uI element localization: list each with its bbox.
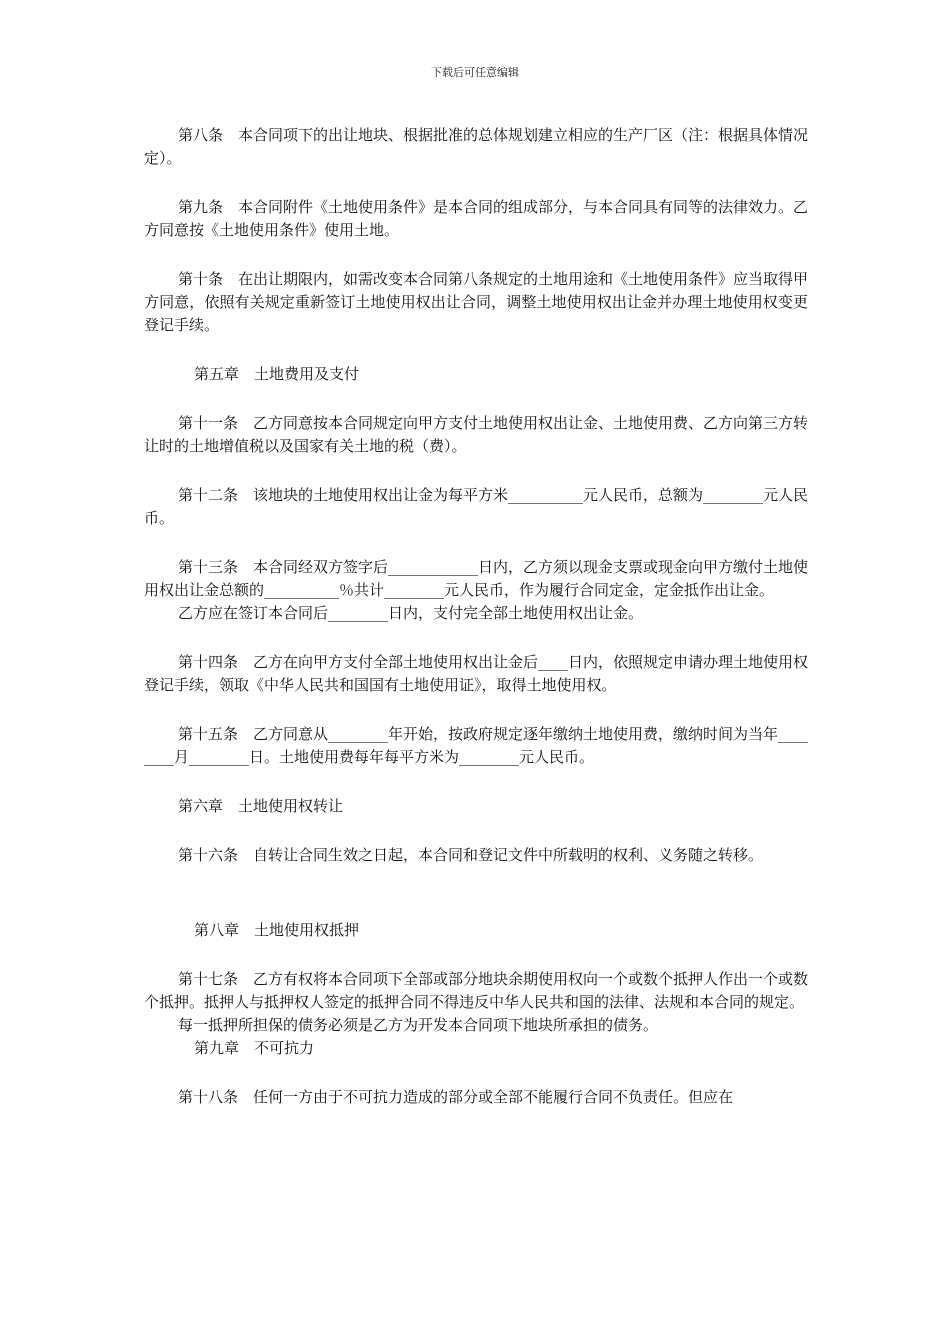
article-13-continuation: 乙方应在签订本合同后________日内，支付完全部土地使用权出让金。 xyxy=(178,604,644,622)
document-body xyxy=(144,124,808,1109)
article-8: 第八条 本合同项下的出让地块、根据批准的总体规划建立相应的生产厂区（注：根据具体情况定）。 xyxy=(144,126,809,167)
article-16: 第十六条 自转让合同生效之日起，本合同和登记文件中所载明的权利、义务随之转移。 xyxy=(178,846,764,864)
chapter-9-heading: 第九章 不可抗力 xyxy=(194,1039,315,1057)
article-12: 第十二条 该地块的土地使用权出让金为每平方米__________元人民币，总额为________元人民币。 xyxy=(144,486,809,527)
chapter-8-heading: 第八章 土地使用权抵押 xyxy=(194,921,360,939)
article-11: 第十一条 乙方同意按本合同规定向甲方支付土地使用权出让金、土地使用费、乙方向第三方转让时的土地增值税以及国家有关土地的税（费）。 xyxy=(144,414,809,455)
article-17-continuation: 每一抵押所担保的债务必须是乙方为开发本合同项下地块所承担的债务。 xyxy=(178,1016,659,1034)
article-18: 第十八条 任何一方由于不可抗力造成的部分或全部不能履行合同不负责任。但应在 xyxy=(178,1088,734,1106)
article-10: 第十条 在出让期限内，如需改变本合同第八条规定的土地用途和《土地使用条件》应当取得甲方同意，依照有关规定重新签订土地使用权出让合同，调整土地使用权出让金并办理土地使用权变更登记手续。 xyxy=(144,270,809,334)
chapter-6-heading: 第六章 土地使用权转让 xyxy=(178,797,344,815)
article-14: 第十四条 乙方在向甲方支付全部土地使用权出让金后____日内，依照规定申请办理土地使用权登记手续，领取《中华人民共和国国有土地使用证》，取得土地使用权。 xyxy=(144,653,809,694)
article-9: 第九条 本合同附件《土地使用条件》是本合同的组成部分，与本合同具有同等的法律效力。乙方同意按《土地使用条件》使用土地。 xyxy=(144,198,809,239)
article-13: 第十三条 本合同经双方签字后____________日内，乙方须以现金支票或现金向甲方缴付土地使用权出让金总额的__________％共计________元人民币，作为履行合同定金，定金抵作出让金。 xyxy=(144,558,809,599)
article-17: 第十七条 乙方有权将本合同项下全部或部分地块余期使用权向一个或数个抵押人作出一个或数个抵押。抵押人与抵押权人签定的抵押合同不得违反中华人民共和国的法律、法规和本合同的规定。 xyxy=(144,970,809,1011)
page-header-note: 下载后可任意编辑 xyxy=(431,66,519,79)
chapter-5-heading: 第五章 土地费用及支付 xyxy=(194,365,360,383)
article-15: 第十五条 乙方同意从________年开始，按政府规定逐年缴纳土地使用费，缴纳时间为当年________月________日。土地使用费每年每平方米为________元人民币。 xyxy=(144,725,809,766)
